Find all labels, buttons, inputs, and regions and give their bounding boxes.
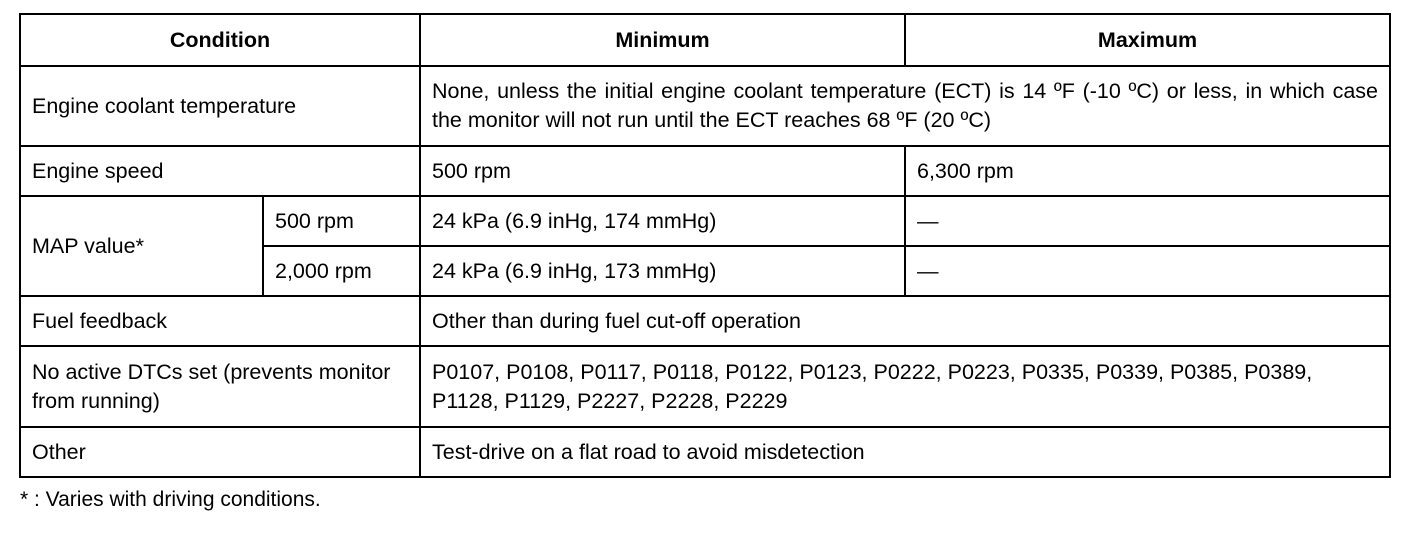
- minimum-map-2000: 24 kPa (6.9 inHg, 173 mmHg): [420, 246, 905, 296]
- table-row-dtc: [20, 346, 1390, 427]
- condition-fuel-feedback: Fuel feedback: [20, 296, 420, 346]
- maximum-map-2000: —: [905, 246, 1390, 296]
- table-row-engine-speed: [20, 146, 1390, 196]
- table-row-map-500: [20, 196, 1390, 246]
- value-fuel-feedback: Other than during fuel cut-off operation: [420, 296, 1390, 346]
- condition-engine-speed: Engine speed: [20, 146, 420, 196]
- table-row-ect: [20, 66, 1390, 146]
- monitor-conditions-table: [19, 13, 1391, 478]
- condition-map-value: MAP value*: [20, 196, 263, 296]
- map-speed-500: 500 rpm: [263, 196, 420, 246]
- header-condition: Condition: [20, 14, 420, 66]
- table-header-row: [20, 14, 1390, 66]
- condition-dtc: No active DTCs set (prevents monitor from running): [20, 346, 420, 427]
- maximum-map-500: —: [905, 196, 1390, 246]
- footnote: * : Varies with driving conditions.: [20, 488, 321, 511]
- condition-ect: Engine coolant temperature: [20, 66, 420, 146]
- table-row-fuel-feedback: [20, 296, 1390, 346]
- condition-other: Other: [20, 427, 420, 477]
- value-other: Test-drive on a flat road to avoid misdetection: [420, 427, 1390, 477]
- header-maximum: Maximum: [905, 14, 1390, 66]
- value-dtc: P0107, P0108, P0117, P0118, P0122, P0123, P0222, P0223, P0335, P0339, P0385, P0389, P1128, P1129, P2227, P2228, P2229: [420, 346, 1390, 427]
- header-minimum: Minimum: [420, 14, 905, 66]
- minimum-engine-speed: 500 rpm: [420, 146, 905, 196]
- table-row-other: [20, 427, 1390, 477]
- minimum-map-500: 24 kPa (6.9 inHg, 174 mmHg): [420, 196, 905, 246]
- map-speed-2000: 2,000 rpm: [263, 246, 420, 296]
- maximum-engine-speed: 6,300 rpm: [905, 146, 1390, 196]
- value-ect: None, unless the initial engine coolant temperature (ECT) is 14 ºF (-10 ºC) or less, in which case the monitor will not run until the ECT reaches 68 ºF (20 ºC): [420, 66, 1390, 146]
